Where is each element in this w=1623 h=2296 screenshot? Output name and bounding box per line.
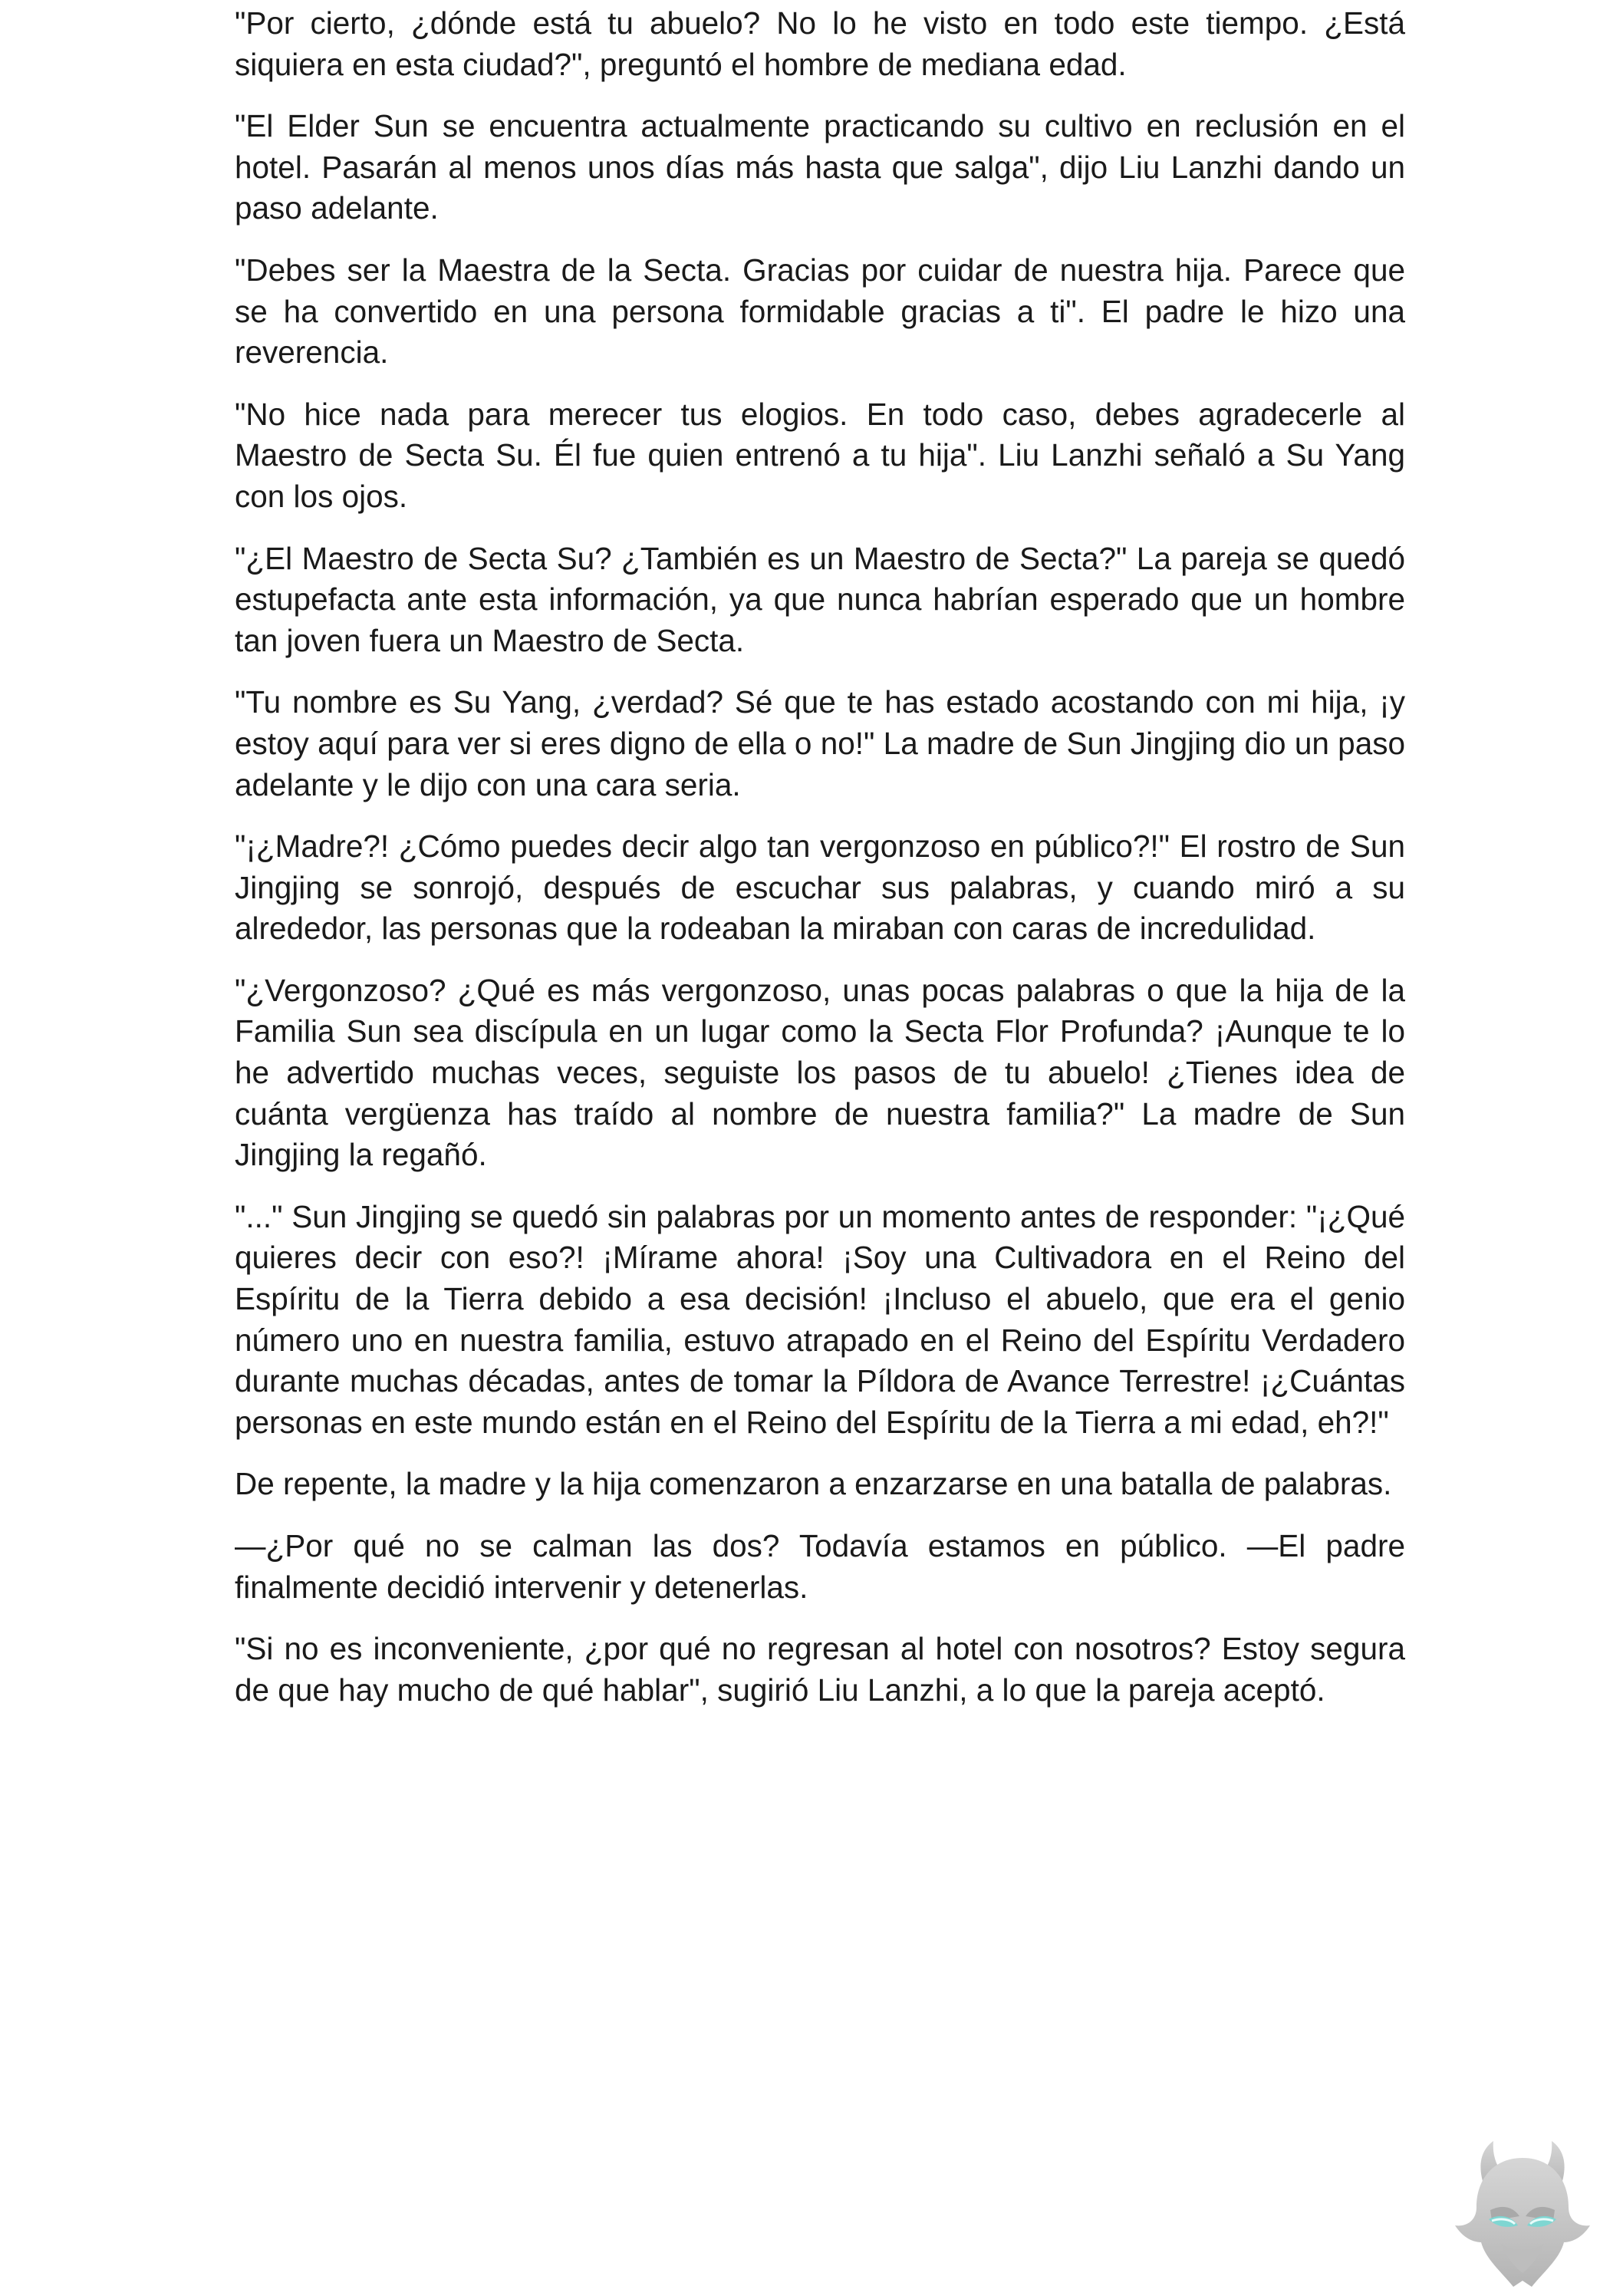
paragraph-1: "Por cierto, ¿dónde está tu abuelo? No lo he visto en todo este tiempo. ¿Está siquiera en esta ciudad?", preguntó el hombre de mediana edad. [235, 5, 1405, 82]
paragraph-3: "Debes ser la Maestra de la Secta. Gracias por cuidar de nuestra hija. Parece que se ha convertido en una persona formidable gracias a ti". El padre le hizo una reverencia. [235, 252, 1405, 371]
demon-head-logo-icon [1446, 2136, 1599, 2290]
paragraph-9: "..." Sun Jingjing se quedó sin palabras por un momento antes de responder: "¡¿Qué quieres decir con eso?! ¡Mírame ahora! ¡Soy una Cultivadora en el Reino del Espíritu de la Tierra debido a esa decisión! ¡Incluso el abuelo, que era el genio número uno en nuestra familia, estuvo atrapado en el Reino del Espíritu Verdadero durante muchas décadas, antes de tomar la Píldora de Avance Terrestre! ¡¿Cuántas personas en este mundo están en el Reino del Espíritu de la Tierra a mi edad, eh?!" [235, 1198, 1405, 1440]
paragraph-6: "Tu nombre es Su Yang, ¿verdad? Sé que te has estado acostando con mi hija, ¡y estoy aquí para ver si eres digno de ella o no!" La madre de Sun Jingjing dio un paso adelante y le dijo con una cara seria. [235, 684, 1405, 802]
paragraph-4: "No hice nada para merecer tus elogios. En todo caso, debes agradecerle al Maestro de Secta Su. Él fue quien entrenó a tu hija". Liu Lanzhi señaló a Su Yang con los ojos. [235, 396, 1405, 514]
page-content [235, 3, 1405, 1731]
paragraph-2: "El Elder Sun se encuentra actualmente practicando su cultivo en reclusión en el hotel. Pasarán al menos unos días más hasta que salga", dijo Liu Lanzhi dando un paso adelante. [235, 108, 1405, 226]
paragraph-10: De repente, la madre y la hija comenzaron a enzarzarse en una batalla de palabras. [235, 1466, 1392, 1502]
paragraph-11: —¿Por qué no se calman las dos? Todavía estamos en público. —El padre finalmente decidió intervenir y detenerlas. [235, 1528, 1405, 1605]
paragraph-8: "¿Vergonzoso? ¿Qué es más vergonzoso, unas pocas palabras o que la hija de la Familia Sun sea discípula en un lugar como la Secta Flor Profunda? ¡Aunque te lo he advertido muchas veces, seguiste los pasos de tu abuelo! ¿Tienes idea de cuánta vergüenza has traído al nombre de nuestra familia?" La madre de Sun Jingjing la regañó. [235, 972, 1405, 1173]
paragraph-5: "¿El Maestro de Secta Su? ¿También es un Maestro de Secta?" La pareja se quedó estupefacta ante esta información, ya que nunca habrían esperado que un hombre tan joven fuera un Maestro de Secta. [235, 540, 1405, 658]
paragraph-12: "Si no es inconveniente, ¿por qué no regresan al hotel con nosotros? Estoy segura de que hay mucho de qué hablar", sugirió Liu Lanzhi, a lo que la pareja aceptó. [235, 1631, 1405, 1708]
paragraph-7: "¡¿Madre?! ¿Cómo puedes decir algo tan vergonzoso en público?!" El rostro de Sun Jingjing se sonrojó, después de escuchar sus palabras, y cuando miró a su alrededor, las personas que la rodeaban la miraban con caras de incredulidad. [235, 828, 1405, 947]
